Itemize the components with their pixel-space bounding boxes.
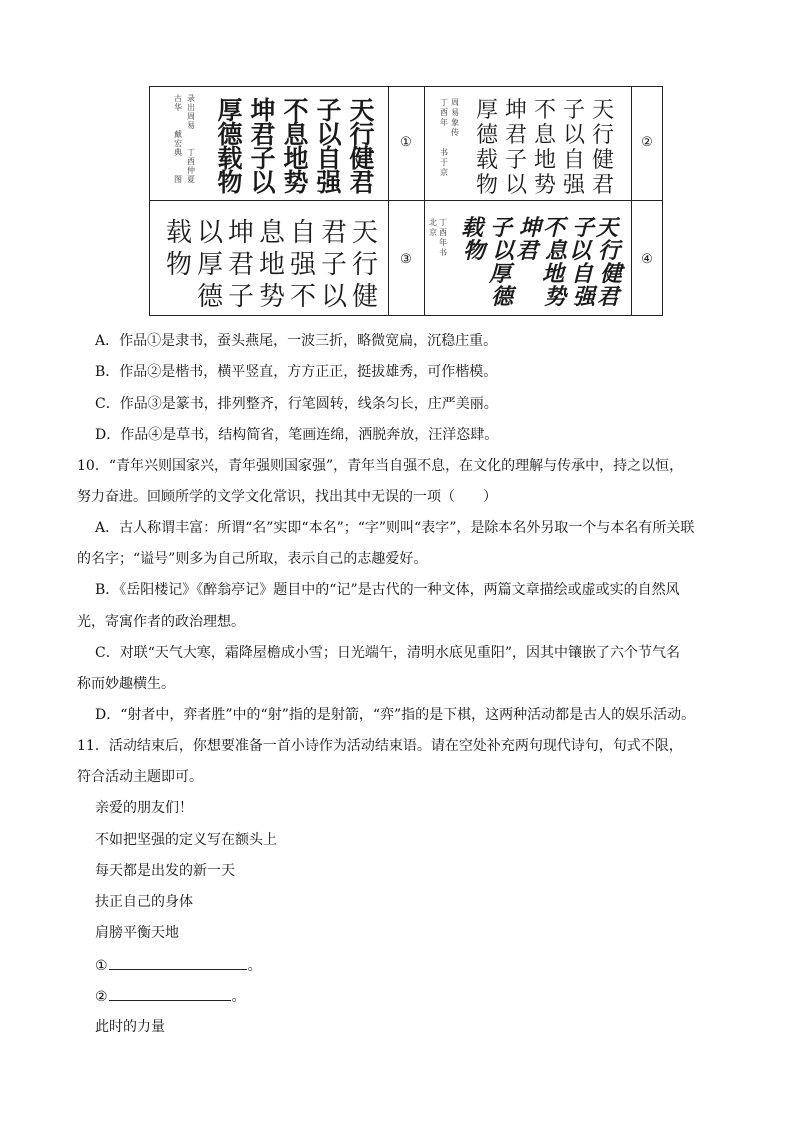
table-divider [388, 87, 389, 315]
calligraphy-character: 天 [349, 96, 375, 125]
q10-option-c-line-2: 称而妙趣横生。 [77, 676, 175, 692]
inscription-character: 传 [451, 128, 459, 137]
poem-line-3: 每天都是出发的新一天 [95, 863, 235, 879]
calligraphy-image-1 [150, 87, 388, 200]
seal-character: 地 [258, 250, 284, 280]
inscription-character: 丁 [440, 98, 448, 107]
calligraphy-character: 自 [562, 148, 586, 173]
calligraphy-character: 地 [533, 148, 557, 173]
calligraphy-character: 强 [572, 284, 596, 310]
inscription-character: 京 [429, 228, 437, 237]
calligraphy-character: 物 [217, 168, 243, 197]
calligraphy-character: 厚 [475, 98, 499, 123]
inscription-character: 年 [440, 118, 448, 127]
q10-stem-line-2: 努力奋进。回顾所学的文学文化常识，找出其中无误的一项（ ） [77, 489, 497, 505]
seal-character: 以 [196, 218, 222, 248]
calligraphy-character: 以 [504, 173, 528, 198]
seal-character: 势 [258, 282, 284, 312]
calligraphy-character: 物 [475, 173, 499, 198]
q10-stem-line-1: 10．“青年兴则国家兴，青年强则国家强”，青年当自强不息，在文化的理解与传承中，持之以恒， [77, 458, 684, 474]
seal-character: 行 [351, 250, 377, 280]
q11-stem-line-1: 11．活动结束后，你想要准备一首小诗作为活动结束语。请在空处补充两句现代诗句，句式不限， [77, 738, 683, 754]
calligraphy-character: 子 [250, 144, 276, 173]
calligraphy-character: 息 [283, 120, 309, 149]
calligraphy-character: 以 [491, 238, 515, 264]
q9-option-d: D．作品④是草书，结构简省，笔画连绵，洒脱奔放，汪洋恣肆。 [95, 427, 499, 443]
calligraphy-character: 势 [533, 173, 557, 198]
calligraphy-character: 德 [217, 120, 243, 149]
q11-stem-line-2: 符合活动主题即可。 [77, 769, 203, 785]
work-label-1: ① [400, 135, 412, 150]
seal-character: 德 [196, 282, 222, 312]
q10-option-a-line-2: 的名字；“谥号”则多为自己所取，表示自己的志趣爱好。 [77, 551, 428, 567]
calligraphy-character: 君 [504, 123, 528, 148]
work-label-2: ② [641, 135, 653, 150]
seal-character: 子 [320, 250, 346, 280]
calligraphy-character: 载 [217, 144, 243, 173]
calligraphy-character: 厚 [488, 261, 512, 287]
blank-2-field[interactable] [109, 986, 231, 1001]
calligraphy-character: 以 [316, 120, 342, 149]
calligraphy-character: 健 [599, 261, 623, 287]
table-divider [631, 87, 632, 315]
calligraphy-character: 坤 [504, 98, 528, 123]
seal-character: 载 [165, 218, 191, 248]
calligraphy-character: 息 [544, 238, 568, 264]
blank-1-end: 。 [247, 958, 262, 974]
seal-character: 子 [227, 282, 253, 312]
inscription-character: 于 [440, 158, 448, 167]
blank-2-end: 。 [231, 989, 246, 1005]
calligraphy-work-3 [150, 201, 388, 317]
calligraphy-character: 天 [591, 98, 615, 123]
calligraphy-character: 健 [591, 148, 615, 173]
calligraphy-character: 势 [283, 168, 309, 197]
inscription-character: 年 [439, 238, 447, 247]
calligraphy-character: 势 [543, 284, 567, 310]
calligraphy-work-4 [425, 201, 631, 317]
calligraphy-character: 行 [591, 123, 615, 148]
poem-line-2: 不如把坚强的定义写在额头上 [95, 832, 277, 848]
blank-2-marker: ② [95, 989, 108, 1005]
calligraphy-character: 地 [541, 261, 565, 287]
blank-1-field[interactable] [109, 955, 247, 970]
calligraphy-character: 德 [475, 123, 499, 148]
inscription-character: 仲 [187, 166, 195, 175]
blank-1-marker: ① [95, 958, 108, 974]
calligraphy-character: 行 [349, 120, 375, 149]
calligraphy-character: 子 [571, 215, 595, 241]
work-label-3: ③ [400, 252, 412, 267]
inscription-character: 酉 [187, 157, 195, 166]
calligraphy-character: 君 [591, 173, 615, 198]
calligraphy-character: 自 [570, 261, 594, 287]
calligraphy-character: 以 [250, 168, 276, 197]
inscription-character: 出 [187, 103, 195, 112]
poem-last-line: 此时的力量 [95, 1019, 165, 1035]
inscription-character: 书 [439, 248, 447, 257]
calligraphy-character: 不 [283, 96, 309, 125]
inscription-character: 华 [174, 103, 182, 112]
calligraphy-character: 地 [283, 144, 309, 173]
calligraphy-character: 厚 [217, 96, 243, 125]
calligraphy-character: 坤 [518, 215, 542, 241]
poem-blank-2-row [95, 986, 246, 1007]
inscription-character: 图 [174, 175, 182, 184]
calligraphy-character: 载 [460, 215, 484, 241]
calligraphy-character: 君 [515, 238, 539, 264]
seal-character: 不 [289, 282, 315, 312]
q10-option-d: D．“射者中，弈者胜”中的“射”指的是射箭，“弈”指的是下棋，这两种活动都是古人的娱乐活动。 [95, 707, 696, 723]
q10-option-b-line-1: B．《岳阳楼记》《醉翁亭记》题目中的“记”是古代的一种文体，两篇文章描绘或虚或实的自然风 [95, 582, 680, 598]
inscription-character: 北 [429, 218, 437, 227]
inscription-character: 酉 [439, 228, 447, 237]
calligraphy-character: 以 [568, 238, 592, 264]
calligraphy-character: 子 [562, 98, 586, 123]
inscription-character: 象 [451, 118, 459, 127]
poem-line-4: 扶正自己的身体 [95, 894, 193, 910]
calligraphy-character: 君 [596, 284, 620, 310]
inscription-character: 夏 [187, 175, 195, 184]
calligraphy-character: 天 [595, 215, 619, 241]
inscription-character: 周 [187, 112, 195, 121]
calligraphy-work-1 [150, 87, 388, 200]
calligraphy-character: 君 [250, 120, 276, 149]
q10-option-c-line-1: C．对联“天气大寒，霜降屋檐成小雪；日光端午，清明水底见重阳”，因其中镶嵌了六个节气名 [95, 645, 681, 661]
q9-option-c: C．作品③是篆书，排列整齐，行笔圆转，线条匀长，庄严美丽。 [95, 396, 498, 412]
calligraphy-character: 强 [316, 168, 342, 197]
work-label-4: ④ [641, 252, 653, 267]
calligraphy-character: 载 [475, 148, 499, 173]
calligraphy-character: 子 [316, 96, 342, 125]
inscription-character: 宏 [174, 139, 182, 148]
seal-character: 君 [227, 250, 253, 280]
poem-line-5: 肩膀平衡天地 [95, 925, 179, 941]
inscription-character: 典 [174, 148, 182, 157]
inscription-character: 录 [187, 94, 195, 103]
calligraphy-character: 子 [504, 148, 528, 173]
calligraphy-character: 物 [462, 238, 486, 264]
calligraphy-character: 以 [562, 123, 586, 148]
inscription-character: 京 [440, 168, 448, 177]
seal-character: 以 [320, 282, 346, 312]
inscription-character: 易 [451, 108, 459, 117]
inscription-character: 丁 [187, 148, 195, 157]
calligraphy-image-2 [425, 87, 631, 200]
calligraphy-character: 不 [542, 215, 566, 241]
calligraphy-character: 德 [490, 284, 514, 310]
inscription-character: 书 [440, 148, 448, 157]
calligraphy-character: 不 [533, 98, 557, 123]
seal-character: 君 [320, 218, 346, 248]
inscription-character: 周 [451, 98, 459, 107]
inscription-character: 古 [174, 94, 182, 103]
seal-character: 厚 [196, 250, 222, 280]
calligraphy-character: 君 [349, 168, 375, 197]
calligraphy-character: 行 [597, 238, 621, 264]
calligraphy-character: 子 [489, 215, 513, 241]
q9-option-b: B．作品②是楷书，横平竖直，方方正正，挺拔雄秀，可作楷模。 [95, 364, 498, 380]
seal-character: 息 [258, 218, 284, 248]
seal-character: 物 [165, 250, 191, 280]
inscription-character: 易 [187, 121, 195, 130]
q10-option-b-line-2: 光，寄寓作者的政治理想。 [77, 614, 245, 630]
seal-character: 健 [351, 282, 377, 312]
calligraphy-character: 健 [349, 144, 375, 173]
calligraphy-character: 强 [562, 173, 586, 198]
calligraphy-image-4 [425, 201, 631, 317]
poem-blank-1-row [95, 955, 262, 976]
calligraphy-character: 坤 [250, 96, 276, 125]
seal-character: 天 [351, 218, 377, 248]
seal-character: 强 [289, 250, 315, 280]
seal-character: 自 [289, 218, 315, 248]
q9-option-a: A．作品①是隶书，蚕头燕尾，一波三折，略微宽扁，沉稳庄重。 [95, 333, 498, 349]
q10-option-a-line-1: A．古人称谓丰富：所谓“名”实即“本名”；“字”则叫“表字”，是除本名外另取一个与本名有所关联 [95, 520, 695, 536]
seal-character: 坤 [227, 218, 253, 248]
calligraphy-character: 息 [533, 123, 557, 148]
inscription-character: 丁 [439, 218, 447, 227]
calligraphy-image-3 [150, 201, 388, 317]
poem-line-1: 亲爱的朋友们！ [95, 800, 193, 816]
inscription-character: 戴 [174, 130, 182, 139]
calligraphy-character: 自 [316, 144, 342, 173]
inscription-character: 酉 [440, 108, 448, 117]
calligraphy-work-2 [425, 87, 631, 200]
calligraphy-table [149, 86, 663, 316]
